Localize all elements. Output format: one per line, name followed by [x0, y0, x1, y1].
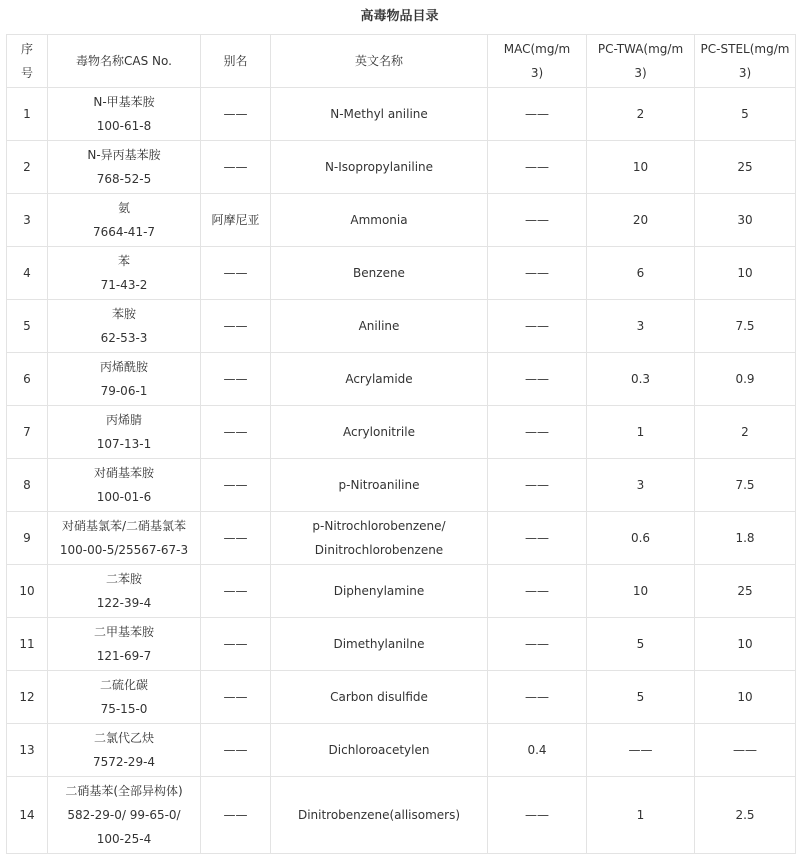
cell-index: 12	[7, 671, 48, 724]
cell-index: 5	[7, 300, 48, 353]
table-row	[7, 459, 796, 512]
cell-pc-twa: 5	[587, 618, 695, 671]
cell-alias: ——	[201, 88, 271, 141]
cell-name-cas: 丙烯酰胺 79-06-1	[48, 353, 201, 406]
cell-pc-stel: 10	[695, 671, 796, 724]
table-row	[7, 618, 796, 671]
cell-english-name: Dinitrobenzene(allisomers)	[271, 777, 488, 854]
cell-pc-twa: 0.3	[587, 353, 695, 406]
header-alias: 别名	[201, 35, 271, 88]
table-row	[7, 671, 796, 724]
header-mac: MAC(mg/m 3)	[488, 35, 587, 88]
cell-mac: ——	[488, 671, 587, 724]
table-row	[7, 512, 796, 565]
cell-mac: ——	[488, 141, 587, 194]
table-row	[7, 247, 796, 300]
cell-index: 9	[7, 512, 48, 565]
cell-english-name: Acrylonitrile	[271, 406, 488, 459]
cell-pc-stel: 25	[695, 565, 796, 618]
cell-mac: 0.4	[488, 724, 587, 777]
cell-mac: ——	[488, 300, 587, 353]
table-row	[7, 724, 796, 777]
cell-index: 11	[7, 618, 48, 671]
cell-index: 6	[7, 353, 48, 406]
page-title: 高毒物品目录	[360, 9, 439, 24]
cell-mac: ——	[488, 88, 587, 141]
cell-pc-twa: 0.6	[587, 512, 695, 565]
cell-mac: ——	[488, 512, 587, 565]
cell-pc-stel: 7.5	[695, 459, 796, 512]
cell-pc-twa: 2	[587, 88, 695, 141]
cell-pc-stel: 25	[695, 141, 796, 194]
cell-pc-stel: ——	[695, 724, 796, 777]
cell-mac: ——	[488, 353, 587, 406]
cell-name-cas: 二硝基苯(全部异构体) 582-29-0/ 99-65-0/ 100-25-4	[48, 777, 201, 854]
cell-alias: ——	[201, 671, 271, 724]
cell-name-cas: 氨 7664-41-7	[48, 194, 201, 247]
table-header-row	[7, 35, 796, 88]
cell-index: 14	[7, 777, 48, 854]
cell-alias: ——	[201, 406, 271, 459]
cell-alias: ——	[201, 777, 271, 854]
cell-pc-twa: ——	[587, 724, 695, 777]
table-row	[7, 88, 796, 141]
table-row	[7, 777, 796, 854]
header-pc-twa: PC-TWA(mg/m 3)	[587, 35, 695, 88]
cell-pc-stel: 0.9	[695, 353, 796, 406]
cell-pc-stel: 10	[695, 618, 796, 671]
cell-english-name: Benzene	[271, 247, 488, 300]
cell-mac: ——	[488, 194, 587, 247]
table-row	[7, 141, 796, 194]
cell-index: 4	[7, 247, 48, 300]
cell-mac: ——	[488, 247, 587, 300]
cell-pc-stel: 2.5	[695, 777, 796, 854]
cell-english-name: Acrylamide	[271, 353, 488, 406]
cell-pc-twa: 6	[587, 247, 695, 300]
cell-english-name: Ammonia	[271, 194, 488, 247]
cell-index: 1	[7, 88, 48, 141]
table-row	[7, 565, 796, 618]
cell-name-cas: 苯 71-43-2	[48, 247, 201, 300]
cell-pc-twa: 1	[587, 777, 695, 854]
cell-index: 10	[7, 565, 48, 618]
cell-pc-twa: 3	[587, 300, 695, 353]
cell-mac: ——	[488, 777, 587, 854]
cell-name-cas: 二氯代乙炔 7572-29-4	[48, 724, 201, 777]
cell-pc-twa: 10	[587, 141, 695, 194]
cell-english-name: N-Isopropylaniline	[271, 141, 488, 194]
cell-pc-twa: 1	[587, 406, 695, 459]
cell-name-cas: 二硫化碳 75-15-0	[48, 671, 201, 724]
cell-index: 13	[7, 724, 48, 777]
table-row	[7, 406, 796, 459]
cell-index: 3	[7, 194, 48, 247]
cell-pc-stel: 1.8	[695, 512, 796, 565]
header-english-name: 英文名称	[271, 35, 488, 88]
cell-alias: ——	[201, 300, 271, 353]
cell-english-name: Carbon disulfide	[271, 671, 488, 724]
cell-english-name: Diphenylamine	[271, 565, 488, 618]
cell-alias: ——	[201, 247, 271, 300]
cell-pc-stel: 10	[695, 247, 796, 300]
table-row	[7, 300, 796, 353]
cell-alias: ——	[201, 459, 271, 512]
cell-alias: 阿摩尼亚	[201, 194, 271, 247]
cell-english-name: Aniline	[271, 300, 488, 353]
cell-mac: ——	[488, 565, 587, 618]
cell-english-name: p-Nitroaniline	[271, 459, 488, 512]
cell-alias: ——	[201, 618, 271, 671]
cell-english-name: Dimethylanilne	[271, 618, 488, 671]
cell-pc-twa: 3	[587, 459, 695, 512]
cell-alias: ——	[201, 512, 271, 565]
header-name-cas: 毒物名称CAS No.	[48, 35, 201, 88]
cell-pc-stel: 7.5	[695, 300, 796, 353]
cell-name-cas: 丙烯腈 107-13-1	[48, 406, 201, 459]
cell-name-cas: 对硝基苯胺 100-01-6	[48, 459, 201, 512]
cell-alias: ——	[201, 724, 271, 777]
cell-alias: ——	[201, 141, 271, 194]
cell-mac: ——	[488, 618, 587, 671]
cell-alias: ——	[201, 353, 271, 406]
cell-pc-twa: 5	[587, 671, 695, 724]
header-pc-stel: PC-STEL(mg/m 3)	[695, 35, 796, 88]
header-index: 序 号	[7, 35, 48, 88]
cell-pc-twa: 20	[587, 194, 695, 247]
cell-pc-stel: 30	[695, 194, 796, 247]
cell-mac: ——	[488, 406, 587, 459]
cell-name-cas: N-甲基苯胺 100-61-8	[48, 88, 201, 141]
cell-name-cas: 苯胺 62-53-3	[48, 300, 201, 353]
cell-name-cas: 二甲基苯胺 121-69-7	[48, 618, 201, 671]
table-row	[7, 194, 796, 247]
cell-english-name: N-Methyl aniline	[271, 88, 488, 141]
cell-name-cas: 对硝基氯苯/二硝基氯苯 100-00-5/25567-67-3	[48, 512, 201, 565]
cell-mac: ——	[488, 459, 587, 512]
cell-name-cas: N-异丙基苯胺 768-52-5	[48, 141, 201, 194]
cell-pc-stel: 2	[695, 406, 796, 459]
cell-index: 8	[7, 459, 48, 512]
cell-english-name: Dichloroacetylen	[271, 724, 488, 777]
cell-index: 2	[7, 141, 48, 194]
cell-alias: ——	[201, 565, 271, 618]
cell-english-name: p-Nitrochlorobenzene/ Dinitrochlorobenzene	[271, 512, 488, 565]
cell-pc-stel: 5	[695, 88, 796, 141]
cell-name-cas: 二苯胺 122-39-4	[48, 565, 201, 618]
cell-index: 7	[7, 406, 48, 459]
cell-pc-twa: 10	[587, 565, 695, 618]
table-row	[7, 353, 796, 406]
table-body	[7, 88, 796, 854]
toxic-substances-table	[6, 34, 796, 854]
